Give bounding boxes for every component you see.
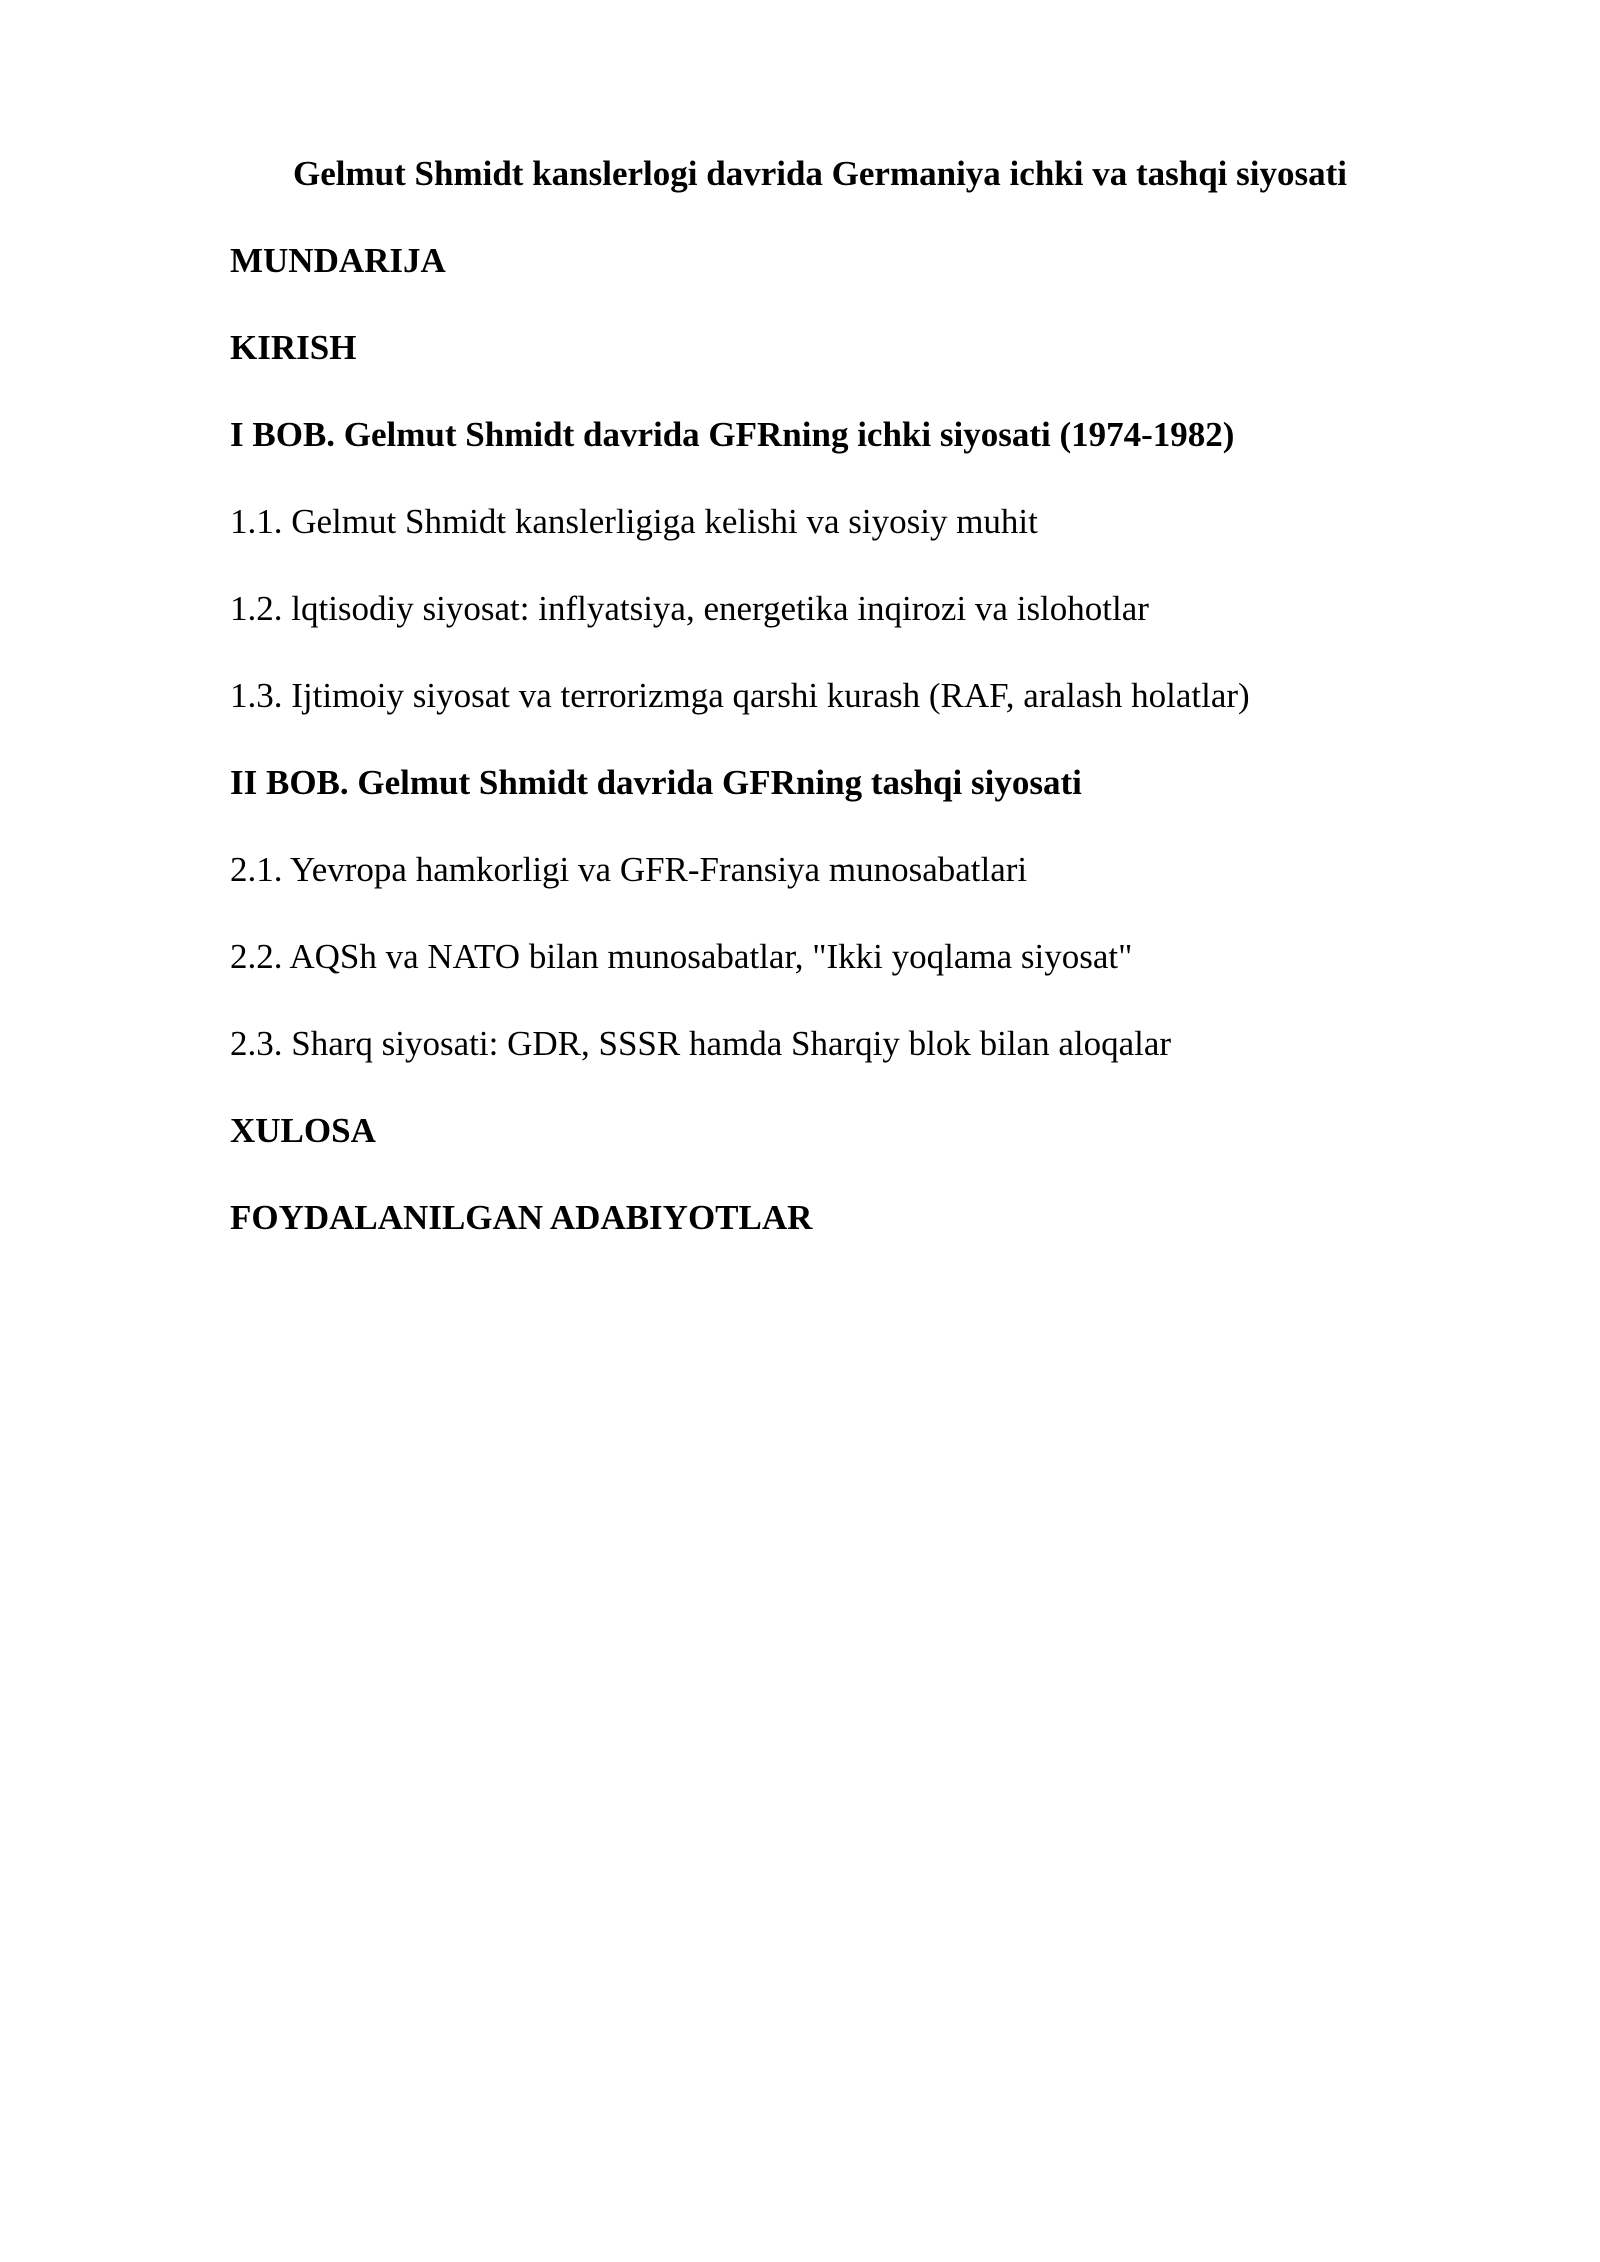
toc-heading-mundarija: MUNDARIJA [230, 241, 446, 280]
toc-item-references: FOYDALANILGAN ADABIYOTLAR [230, 1198, 813, 1237]
toc-chapter-2: II BOB. Gelmut Shmidt davrida GFRning tashqi siyosati [230, 763, 1082, 802]
toc-section-2-3: 2.3. Sharq siyosati: GDR, SSSR hamda Sharqiy blok bilan aloqalar [230, 1024, 1172, 1063]
toc-section-2-1: 2.1. Yevropa hamkorligi va GFR-Fransiya munosabatlari [230, 850, 1028, 889]
document-title: Gelmut Shmidt kanslerlogi davrida Germaniya ichki va tashqi siyosati [293, 154, 1347, 193]
toc-section-2-2: 2.2. AQSh va NATO bilan munosabatlar, "Ikki yoqlama siyosat" [230, 937, 1133, 976]
toc-section-1-3: 1.3. Ijtimoiy siyosat va terrorizmga qarshi kurash (RAF, aralash holatlar) [230, 676, 1250, 715]
table-of-contents [230, 237, 1250, 1281]
toc-section-1-2: 1.2. lqtisodiy siyosat: inflyatsiya, energetika inqirozi va islohotlar [230, 589, 1149, 628]
toc-section-1-1: 1.1. Gelmut Shmidt kanslerligiga kelishi va siyosiy muhit [230, 502, 1038, 541]
toc-chapter-1: I BOB. Gelmut Shmidt davrida GFRning ichki siyosati (1974-1982) [230, 415, 1235, 454]
toc-item-kirish: KIRISH [230, 328, 357, 367]
toc-item-xulosa: XULOSA [230, 1111, 376, 1150]
